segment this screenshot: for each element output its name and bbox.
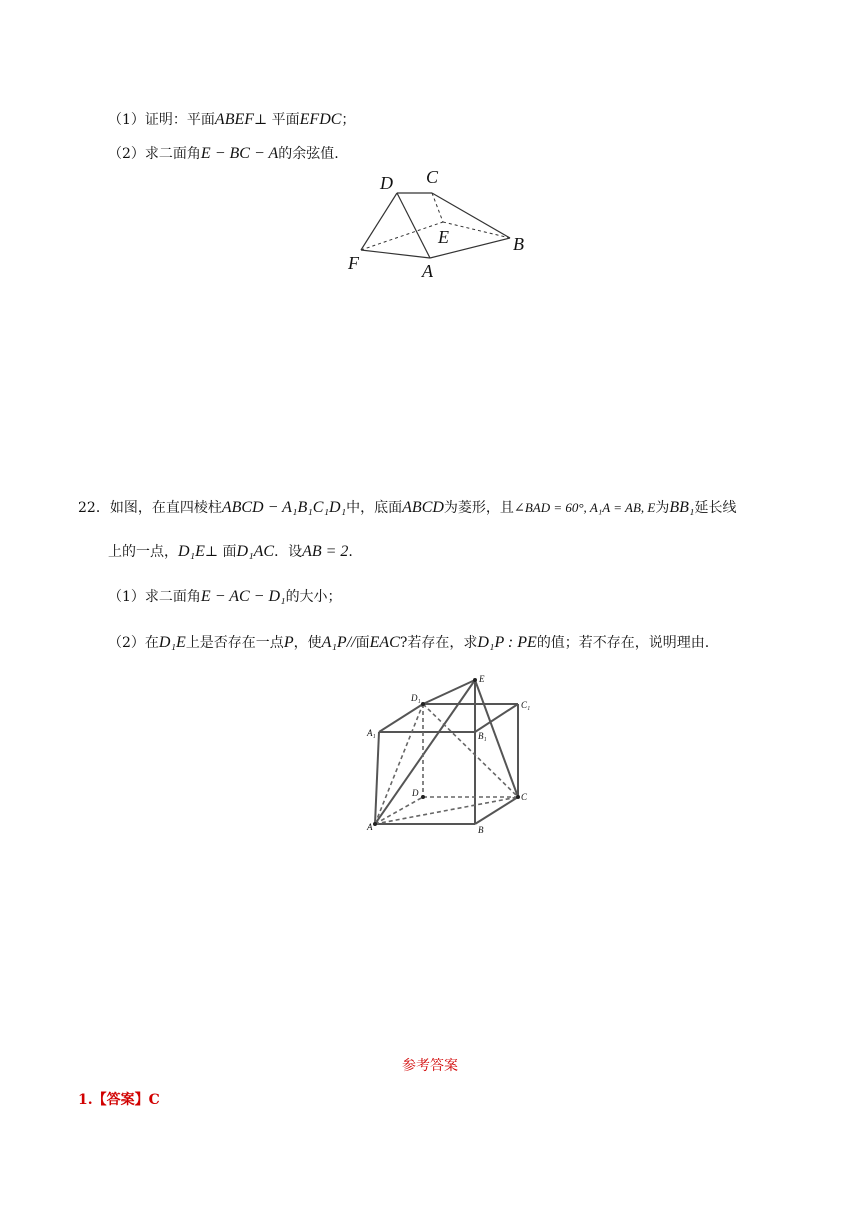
- label-e: E: [438, 227, 449, 247]
- q22-extension-text: 延长线: [694, 500, 737, 516]
- point-d: [421, 795, 425, 799]
- q21-part1-prefix: （1）证明：平面: [108, 112, 215, 128]
- answer-1: 1.【答案】C: [78, 1092, 160, 1108]
- edge-ae: [375, 680, 475, 824]
- label-c1: C₁: [521, 700, 531, 710]
- q22-condition: ∠BAD = 60°, A₁A = AB, E: [513, 500, 656, 515]
- plane-efdc: EFDC: [299, 111, 342, 128]
- q21-part1-end: ；: [341, 112, 356, 128]
- ab-equals-2: AB = 2: [302, 543, 349, 560]
- line-a1p-parallel: A₁P//: [321, 634, 356, 651]
- label-f: F: [348, 253, 359, 273]
- point-c: [516, 795, 520, 799]
- point-e: [473, 678, 477, 682]
- plane-abef: ABEF: [214, 111, 255, 128]
- q21-part2: [108, 144, 339, 164]
- ratio-d1p-pe: D₁P : PE: [477, 634, 537, 651]
- edge-df: [361, 193, 397, 250]
- perp-plane-text: ⊥ 平面: [254, 112, 300, 128]
- segment-d1e: D₁E: [178, 543, 205, 560]
- label-d: D: [380, 173, 393, 193]
- edge-b1c1: [475, 704, 518, 732]
- edge-a1a: [375, 732, 379, 824]
- edge-bc: [475, 797, 518, 824]
- q21-part2-end: 的余弦值.: [278, 146, 339, 162]
- plane-eac: EAC: [369, 634, 400, 651]
- point-p: P: [283, 634, 294, 651]
- dihedral-angle-ebca: E − BC − A: [200, 145, 279, 162]
- prism-name: ABCD − A₁B₁C₁D₁: [221, 499, 347, 516]
- q22-wei-text: 为: [655, 500, 670, 516]
- base-abcd: ABCD: [402, 499, 444, 516]
- q21-figure: [340, 165, 540, 285]
- q22-line2: [108, 542, 353, 562]
- q22-face-text: 面: [355, 635, 370, 651]
- q22-part2-prefix: （2）在: [108, 635, 159, 651]
- q21-part2-prefix: （2）求二面角: [108, 146, 201, 162]
- edge-fa: [361, 250, 430, 258]
- label-d: D: [412, 788, 419, 798]
- label-a1: A₁: [367, 728, 376, 738]
- label-b1: B₁: [478, 731, 487, 741]
- q22-make-text: ，使: [293, 635, 322, 651]
- q22-if-exists-text: ?若存在，求: [399, 635, 478, 651]
- q22-exists-text: 上是否存在一点: [185, 635, 284, 651]
- edge-d1c-hidden: [423, 704, 518, 797]
- q22-part1-prefix: （1）求二面角: [108, 589, 201, 605]
- edge-da: [397, 193, 430, 258]
- edge-a1d1: [379, 704, 423, 732]
- label-a: A: [422, 261, 433, 281]
- label-c: C: [521, 792, 528, 802]
- label-d1: D₁: [411, 693, 421, 703]
- label-e: E: [479, 674, 485, 684]
- q22-part2-end: 的值；若不存在，说明理由.: [536, 635, 710, 651]
- q22-set-text: ．设: [274, 544, 303, 560]
- q22-rhombus-text: 为菱形，且: [443, 500, 514, 516]
- label-c: C: [426, 167, 439, 187]
- q21-part1: [108, 110, 355, 130]
- q22-part2: [108, 633, 709, 653]
- q22-intro: 22．如图，在直四棱柱: [78, 500, 222, 516]
- q22-line1: [78, 498, 736, 518]
- q22-mid-text: 中，底面: [346, 500, 403, 516]
- segment-d1e-2: D₁E: [158, 634, 186, 651]
- edge-eb-hidden: [443, 222, 510, 238]
- point-a: [373, 822, 377, 826]
- label-a: A: [367, 822, 373, 832]
- label-b: B: [513, 234, 524, 254]
- point-d1: [421, 702, 425, 706]
- q22-part1: [108, 587, 342, 607]
- q22-point-text: 上的一点，: [108, 544, 178, 560]
- label-b: B: [478, 825, 484, 835]
- perp-face-text: ⊥ 面: [204, 544, 237, 560]
- q22-figure: [365, 672, 535, 838]
- q22-line2-end: .: [348, 544, 353, 560]
- edge-fe-hidden: [361, 222, 443, 250]
- edge-bb1: BB₁: [669, 499, 695, 516]
- answers-heading: 参考答案: [402, 1058, 458, 1074]
- q22-part1-end: 的大小；: [285, 589, 342, 605]
- edge-ce-hidden: [432, 193, 443, 222]
- plane-d1ac: D₁AC: [236, 543, 275, 560]
- dihedral-angle-eacd1: E − AC − D₁: [200, 588, 286, 605]
